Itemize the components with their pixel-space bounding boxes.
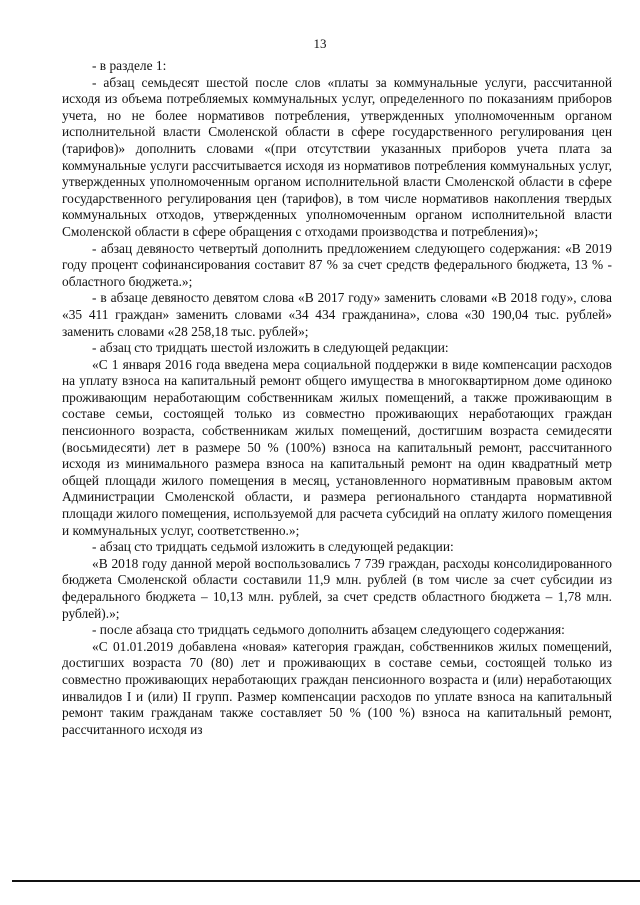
page-number: 13	[313, 36, 327, 51]
paragraph-item-94: - абзац девяносто четвертый дополнить предложением следующего содержания: «В 2019 году процент софинансирования составит 87 % за счет средств федерального бюджета, 13 % - областного бюджета.»;	[62, 240, 612, 289]
paragraph-item-136-heading: - абзац сто тридцать шестой изложить в следующей редакции:	[92, 340, 449, 356]
paragraph-item-76: - абзац семьдесят шестой после слов «платы за коммунальные услуги, рассчитанной исходя из объема потребляемых коммунальных услуг, определенного по показаниям приборов учета, но не более нормативов потребления, утвержденных уполномоченным органом исполнительной власти Смоленской области в сфере государственного регулирования цен (тарифов)» дополнить словами «(при отсутствии указанных приборов учета плата за коммунальные услуги рассчитывается исходя из нормативов потребления коммунальных услуг, утвержденных уполномоченным органом исполнительной власти Смоленской области в сфере государственного регулирования цен (тарифов), в том числе нормативов накопления твердых коммунальных отходов, утвержденных уполномоченным органом исполнительной власти Смоленской области в сфере обращения с отходами производства и потребления)»;	[62, 74, 612, 239]
paragraph-item-99: - в абзаце девяносто девятом слова «В 2017 году» заменить словами «В 2018 году», слова «35 411 граждан» заменить словами «34 434 гражданина», слова «30 190,04 тыс. рублей» заменить словами «28 258,18 тыс. рублей»;	[62, 290, 612, 339]
paragraph-after-137-text: «С 01.01.2019 добавлена «новая» категория граждан, собственников жилых помещений, достигших возраста 70 (80) лет и проживающих в составе семьи, состоящей только из совместно проживающих неработающих граждан пенсионного возраста и (или) неработающих инвалидов I и (или) II групп. Размер компенсации расходов по уплате взноса на капитальный ремонт таким гражданам также составляет 50 % (100 %) взноса на капитальный ремонт, рассчитанного исходя из	[62, 638, 612, 737]
paragraph-item-137-text: «В 2018 году данной мерой воспользовались 7 739 граждан, расходы консолидированного бюджета Смоленской области составили 11,9 млн. рублей (в том числе за счет субсидии из федерального бюджета – 10,13 млн. рублей, за счет средств областного бюджета – 1,78 млн. рублей).»;	[62, 555, 612, 621]
paragraph-after-137-heading: - после абзаца сто тридцать седьмого дополнить абзацем следующего содержания:	[92, 622, 565, 638]
document-body	[62, 58, 612, 738]
paragraph-item-136-text: «С 1 января 2016 года введена мера социальной поддержки в виде компенсации расходов на уплату взноса на капитальный ремонт общего имущества в многоквартирном доме одиноко проживающим неработающим собственникам жилых помещений, а также проживающим в составе семьи, состоящей только из совместно проживающих неработающих граждан пенсионного возраста, собственникам жилых помещений, достигшим возраста семидесяти (восьмидесяти) лет в размере 50 % (100%) взноса на капитальный ремонт, рассчитанного исходя из минимального размера взноса на капитальный ремонт на один квадратный метр общей площади жилого помещения в месяц, установленного нормативным правовым актом Администрации Смоленской области, и размера регионального стандарта нормативной площади жилого помещения, используемой для расчета субсидий на оплату жилого помещения и коммунальных услуг, соответственно.»;	[62, 356, 612, 538]
bottom-divider	[12, 880, 640, 882]
paragraph-item-137-heading: - абзац сто тридцать седьмой изложить в следующей редакции:	[92, 539, 454, 555]
paragraph-section-1: - в разделе 1:	[92, 58, 167, 73]
